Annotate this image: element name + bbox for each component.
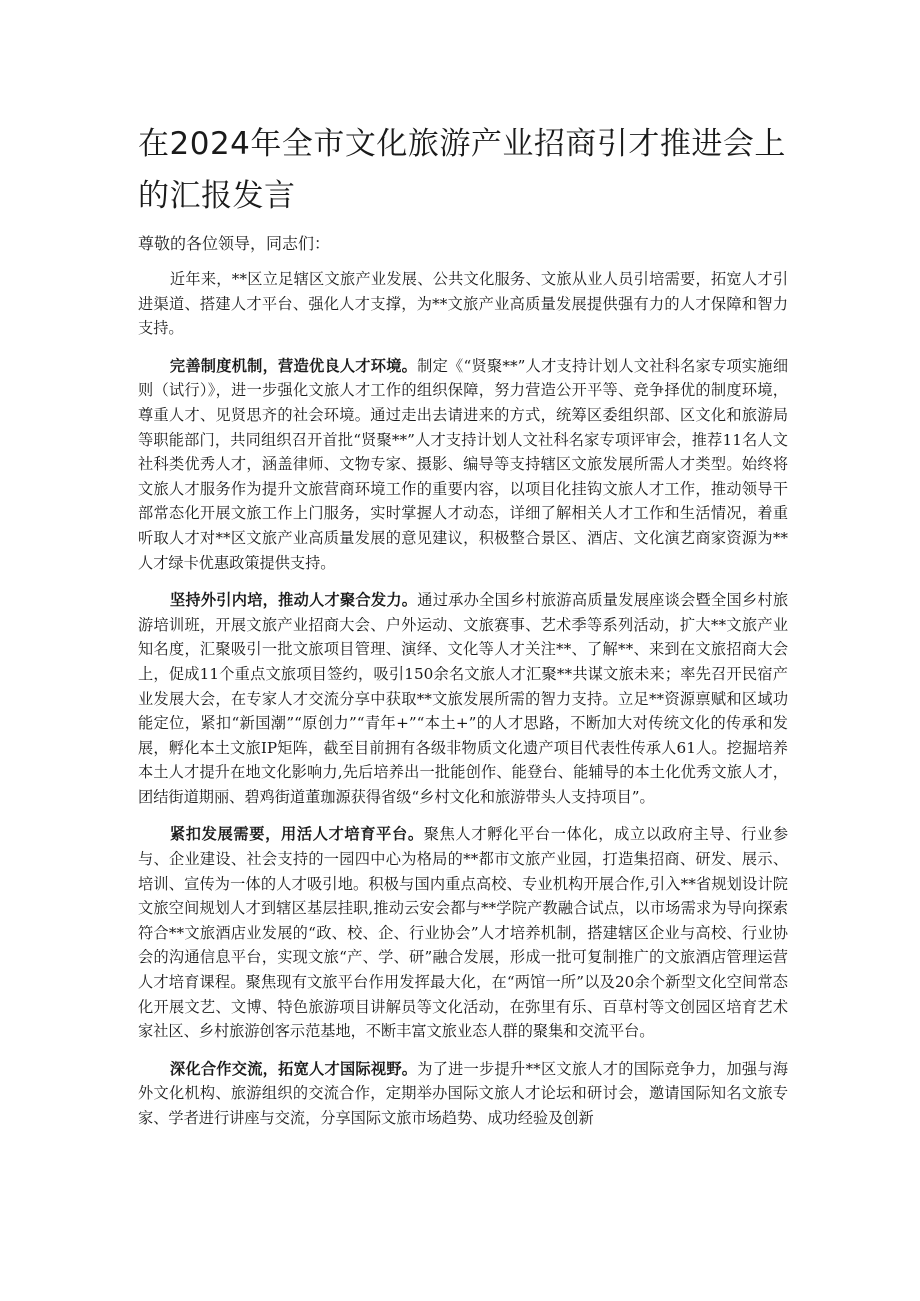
paragraph-intro [138,267,788,341]
paragraph-lead: 坚持外引内培，推动人才聚合发力。 [169,591,418,610]
paragraph-talent-platform [138,822,788,1043]
paragraph-lead: 紧扣发展需要，用活人才培育平台。 [169,825,424,844]
paragraph-system-mechanism [138,354,788,575]
salutation: 尊敬的各位领导，同志们： [138,234,331,253]
paragraph-international-exchange [138,1057,788,1131]
document-title: 在2024年全市文化旅游产业招商引才推进会上的汇报发言 [138,126,786,214]
paragraph-body: 通过承办全国乡村旅游高质量发展座谈会暨全国乡村旅游培训班，开展文旅产业招商大会、户外运动、文旅赛事、艺术季等系列活动，扩大**文旅产业知名度，汇聚吸引一批文旅项目管理、演绎、文化等人才关注**、了解**、来到在文旅招商大会上，促成11个重点文旅项目签约，吸引150余名文旅人才汇聚**共谋文旅未来；率先召开民宿产业发展大会，在专家人才交流分享中获取**文旅发展所需的智力支持。立足**资源禀赋和区域功能定位，紧扣“新国潮”“原创力”“青年+”“本土+”的人才思路，不断加大对传统文化的传承和发展，孵化本土文旅IP矩阵，截至目前拥有各级非物质文化遗产项目代表性传承人61人。挖掘培养本土人才提升在地文化影响力,先后培养出一批能创作、能登台、能辅导的本土化优秀文旅人才，团结街道期丽、碧鸡街道董珈源获得省级“乡村文化和旅游带头人支持项目”。 [138,591,789,806]
paragraph-body: 近年来，**区立足辖区文旅产业发展、公共文化服务、文旅从业人员引培需要，拓宽人才引进渠道、搭建人才平台、强化人才支撑，为**文旅产业高质量发展提供强有力的人才保障和智力支持。 [138,270,788,338]
paragraph-body: 制定《“贤聚**”人才支持计划人文社科名家专项实施细则（试行）》，进一步强化文旅人才工作的组织保障，努力营造公开平等、竞争择优的制度环境，尊重人才、见贤思齐的社会环境。通过走出去请进来的方式，统筹区委组织部、区文化和旅游局等职能部门，共同组织召开首批“贤聚**”人才支持计划人文社科名家专项评审会，推荐11名人文社科类优秀人才，涵盖律师、文物专家、摄影、编导等支持辖区文旅发展所需人才类型。始终将文旅人才服务作为提升文旅营商环境工作的重要内容，以项目化挂钩文旅人才工作，推动领导干部常态化开展文旅工作上门服务，实时掌握人才动态，详细了解相关人才工作和生活情况，着重听取人才对**区文旅产业高质量发展的意见建议，积极整合景区、酒店、文化演艺商家资源为**人才绿卡优惠政策提供支持。 [138,356,789,572]
paragraph-lead: 完善制度机制，营造优良人才环境。 [169,356,418,375]
paragraph-lead: 深化合作交流，拓宽人才国际视野。 [169,1059,418,1078]
paragraph-body: 为了进一步提升**区文旅人才的国际竞争力，加强与海外文化机构、旅游组织的交流合作，定期举办国际文旅人才论坛和研讨会，邀请国际知名文旅专家、学者进行讲座与交流，分享国际文旅市场趋势、成功经验及创新 [138,1059,789,1127]
paragraph-body: 聚焦人才孵化平台一体化，成立以政府主导、行业参与、企业建设、社会支持的一园四中心为格局的**都市文旅产业园，打造集招商、研发、展示、培训、宣传为一体的人才吸引地。积极与国内重点高校、专业机构开展合作,引入**省规划设计院文旅空间规划人才到辖区基层挂职,推动云安会都与**学院产教融合试点，以市场需求为导向探索符合**文旅酒店业发展的“政、校、企、行业协会”人才培养机制，搭建辖区企业与高校、行业协会的沟通信息平台，实现文旅“产、学、研”融合发展，形成一批可复制推广的文旅酒店管理运营人才培育课程。聚焦现有文旅平台作用发挥最大化，在“两馆一所”以及20余个新型文化空间常态化开展文艺、文博、特色旅游项目讲解员等文化活动，在弥里有乐、百草村等文创园区培育艺术家社区、乡村旅游创客示范基地，不断丰富文旅业态人群的聚集和交流平台。 [138,825,789,1041]
paragraph-talent-cultivation [138,588,788,809]
document-page [138,118,788,1144]
